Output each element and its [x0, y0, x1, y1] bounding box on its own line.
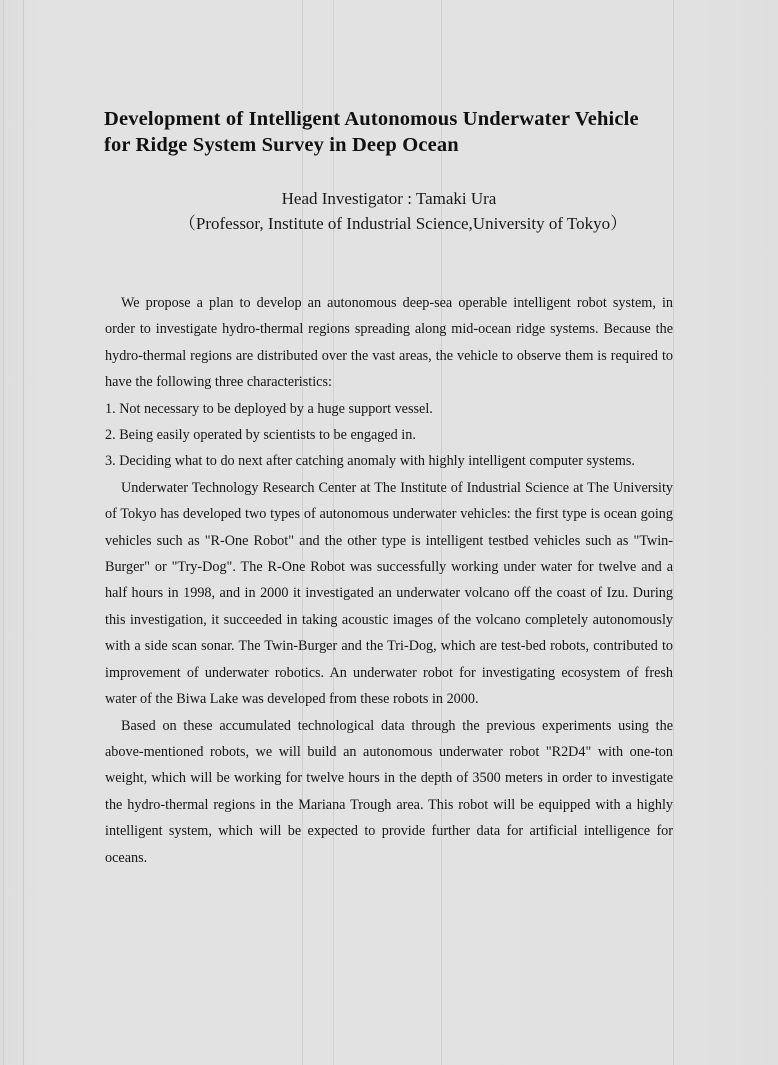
document-body — [105, 290, 673, 871]
intro-paragraph: We propose a plan to develop an autonomous deep-sea operable intelligent robot system, in order to investigate hydro-thermal regions spreading along mid-ocean ridge systems. Because the hydro-thermal regions are distributed over the vast areas, the vehicle to observe them is required to have the following three characteristics: — [105, 295, 673, 391]
scan-artifact-line — [23, 0, 24, 1065]
title-line-2: for Ridge System Survey in Deep Ocean — [104, 134, 459, 156]
characteristic-item-2: 2. Being easily operated by scientists to be engaged in. — [105, 427, 416, 444]
investigator-affiliation: （Professor, Institute of Industrial Science,University of Tokyo） — [178, 214, 628, 233]
characteristic-item-3: 3. Deciding what to do next after catching anomaly with highly intelligent computer systems. — [105, 453, 635, 470]
characteristic-item-1: 1. Not necessary to be deployed by a huge support vessel. — [105, 400, 433, 417]
scan-artifact-line — [3, 0, 4, 1065]
background-paragraph: Underwater Technology Research Center at The Institute of Industrial Science at The University of Tokyo has developed two types of autonomous underwater vehicles: the first type is ocean going vehicles such as "R-One Robot" and the other type is intelligent testbed vehicles such as "Twin-Burger" or "Try-Dog". The R-One Robot was successfully working under water for twelve and a half hours in 1998, and in 2000 it investigated an underwater volcano off the coast of Izu. During this investigation, it succeeded in taking acoustic images of the volcano completely autonomously with a side scan sonar. The Twin-Burger and the Tri-Dog, which are test-bed robots, contributed to improvement of underwater robotics. An underwater robot for investigating ecosystem of fresh water of the Biwa Lake was developed from these robots in 2000. — [105, 479, 673, 708]
title-line-1: Development of Intelligent Autonomous Underwater Vehicle — [104, 108, 639, 130]
document-title — [104, 106, 684, 158]
head-investigator: Head Investigator : Tamaki Ura — [281, 189, 497, 208]
scan-artifact-line — [673, 0, 674, 1065]
plan-paragraph: Based on these accumulated technological data through the previous experiments using the above-mentioned robots, we will build an autonomous underwater robot "R2D4" with one-ton weight, which will be working for twelve hours in the depth of 3500 meters in order to investigate the hydro-thermal regions in the Mariana Trough area. This robot will be equipped with a highly intelligent system, which will be expected to provide further data for artificial intelligence for oceans. — [105, 717, 673, 866]
